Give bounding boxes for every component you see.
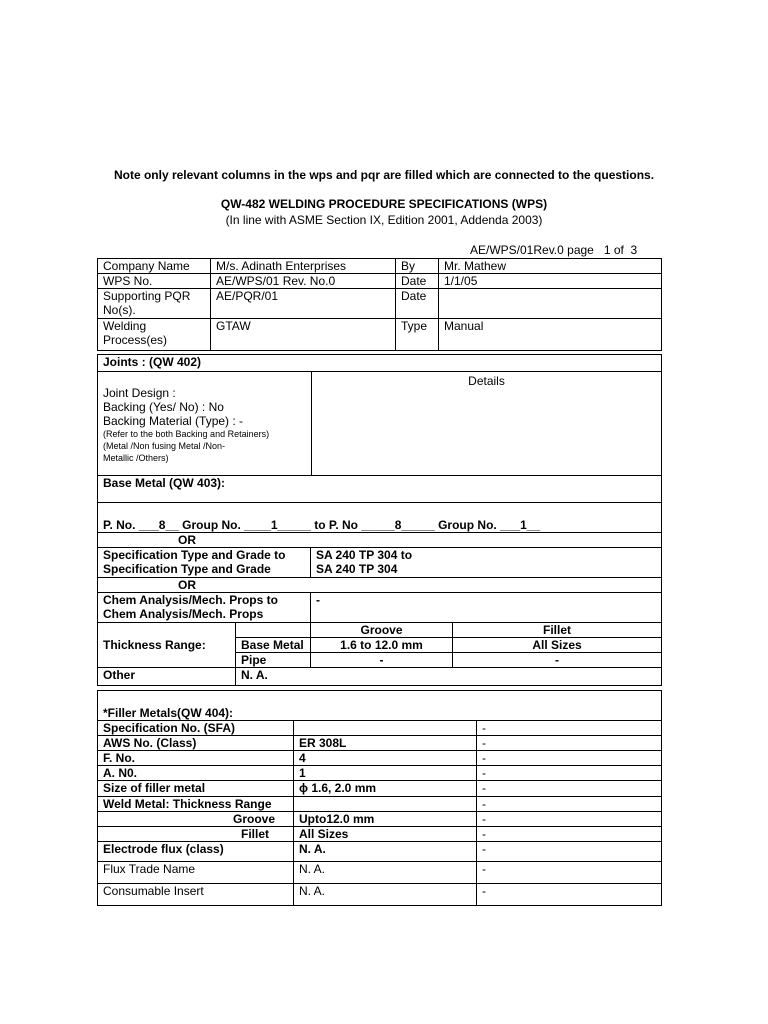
type-label: Type	[396, 319, 439, 351]
spec-label-2: Specification Type and Grade	[103, 562, 271, 576]
filler-value: N. A.	[294, 842, 477, 862]
filler-value: All Sizes	[294, 827, 477, 842]
spec-label-1: Specification Type and Grade to	[103, 548, 286, 562]
chem-label	[98, 593, 311, 623]
process-value: GTAW	[211, 319, 396, 351]
filler-extra: -	[477, 797, 662, 812]
filler-value: 4	[294, 751, 477, 766]
filler-value	[294, 797, 477, 812]
filler-heading: *Filler Metals(QW 404):	[98, 691, 662, 721]
general-info-table	[97, 258, 662, 351]
company-value: M/s. Adinath Enterprises	[211, 259, 396, 274]
spec-label	[98, 548, 311, 578]
filler-value: N. A.	[294, 884, 477, 906]
date-value: 1/1/05	[439, 274, 662, 289]
filler-label: Fillet	[98, 827, 294, 842]
other-label: Other	[98, 668, 236, 686]
filler-label: Consumable Insert	[98, 884, 294, 906]
filler-value: N. A.	[294, 862, 477, 884]
date2-label: Date	[396, 289, 439, 319]
filler-metals-table	[97, 690, 662, 906]
thickness-label: Thickness Range:	[98, 623, 236, 668]
filler-extra: -	[477, 842, 662, 862]
joint-design: Joint Design :	[103, 386, 176, 400]
or-label-2: OR	[98, 578, 662, 593]
date-label: Date	[396, 274, 439, 289]
page-reference: AE/WPS/01Rev.0 page 1 of 3	[470, 243, 638, 257]
spec-value-1: SA 240 TP 304 to	[316, 548, 413, 562]
filler-extra: -	[477, 751, 662, 766]
process-label: Welding Process(es)	[98, 319, 211, 351]
joint-design-cell	[98, 372, 312, 476]
filler-label: Flux Trade Name	[98, 862, 294, 884]
filler-label: Specification No. (SFA)	[98, 721, 294, 736]
base-groove-value: 1.6 to 12.0 mm	[311, 638, 453, 653]
filler-label: Electrode flux (class)	[98, 842, 294, 862]
company-label: Company Name	[98, 259, 211, 274]
wps-value: AE/WPS/01 Rev. No.0	[211, 274, 396, 289]
backing-material: Backing Material (Type) : -	[103, 414, 244, 428]
backing-note-3: Metallic /Others)	[103, 453, 169, 463]
other-value: N. A.	[236, 668, 662, 686]
filler-label: F. No.	[98, 751, 294, 766]
filler-extra: -	[477, 721, 662, 736]
or-label-1: OR	[98, 533, 662, 548]
filler-value: Upto12.0 mm	[294, 812, 477, 827]
chem-label-2: Chem Analysis/Mech. Props	[103, 607, 264, 621]
base-metal-heading: Base Metal (QW 403):	[98, 476, 662, 503]
spec-value-2: SA 240 TP 304	[316, 562, 398, 576]
fillet-header: Fillet	[453, 623, 662, 638]
pqr-label: Supporting PQR No(s).	[98, 289, 211, 319]
pipe-groove-value: -	[311, 653, 453, 668]
base-fillet-value: All Sizes	[453, 638, 662, 653]
filler-label: Weld Metal: Thickness Range	[98, 797, 294, 812]
chem-value: -	[311, 593, 662, 623]
filler-extra: -	[477, 766, 662, 781]
filler-extra: -	[477, 862, 662, 884]
filler-extra: -	[477, 812, 662, 827]
details-label: Details	[468, 374, 505, 388]
filler-label: A. N0.	[98, 766, 294, 781]
filler-extra: -	[477, 781, 662, 797]
joints-heading: Joints : (QW 402)	[98, 355, 662, 372]
pipe-fillet-value: -	[453, 653, 662, 668]
filler-value: 1	[294, 766, 477, 781]
backing-note-1: (Refer to the both Backing and Retainers)	[103, 429, 270, 439]
by-value: Mr. Mathew	[439, 259, 662, 274]
base-metal-table	[97, 475, 662, 686]
type-value: Manual	[439, 319, 662, 351]
filler-extra: -	[477, 827, 662, 842]
by-label: By	[396, 259, 439, 274]
note-text: Note only relevant columns in the wps and pqr are filled which are connected to the questions.	[113, 168, 655, 182]
joints-table	[97, 354, 662, 476]
chem-label-1: Chem Analysis/Mech. Props to	[103, 593, 278, 607]
backing: Backing (Yes/ No) : No	[103, 400, 224, 414]
filler-value: ER 308L	[294, 736, 477, 751]
document-title: QW-482 WELDING PROCEDURE SPECIFICATIONS (WPS)	[220, 197, 548, 211]
thickness-blank	[236, 623, 311, 638]
filler-extra: -	[477, 884, 662, 906]
spec-value	[311, 548, 662, 578]
filler-value: ϕ 1.6, 2.0 mm	[294, 781, 477, 797]
p-no-line: P. No. ___8__ Group No. ____1_____ to P. No _____8_____ Group No. ___1__	[98, 503, 662, 533]
pipe-label: Pipe	[236, 653, 311, 668]
base-metal-label: Base Metal	[236, 638, 311, 653]
filler-value	[294, 721, 477, 736]
filler-label: Size of filler metal	[98, 781, 294, 797]
document-subtitle: (In line with ASME Section IX, Edition 2001, Addenda 2003)	[225, 213, 543, 227]
backing-note-2: (Metal /Non fusing Metal /Non-	[103, 441, 226, 451]
groove-header: Groove	[311, 623, 453, 638]
filler-label: Groove	[98, 812, 294, 827]
wps-label: WPS No.	[98, 274, 211, 289]
details-cell	[312, 372, 662, 476]
filler-label: AWS No. (Class)	[98, 736, 294, 751]
filler-extra: -	[477, 736, 662, 751]
date2-value	[439, 289, 662, 319]
pqr-value: AE/PQR/01	[211, 289, 396, 319]
